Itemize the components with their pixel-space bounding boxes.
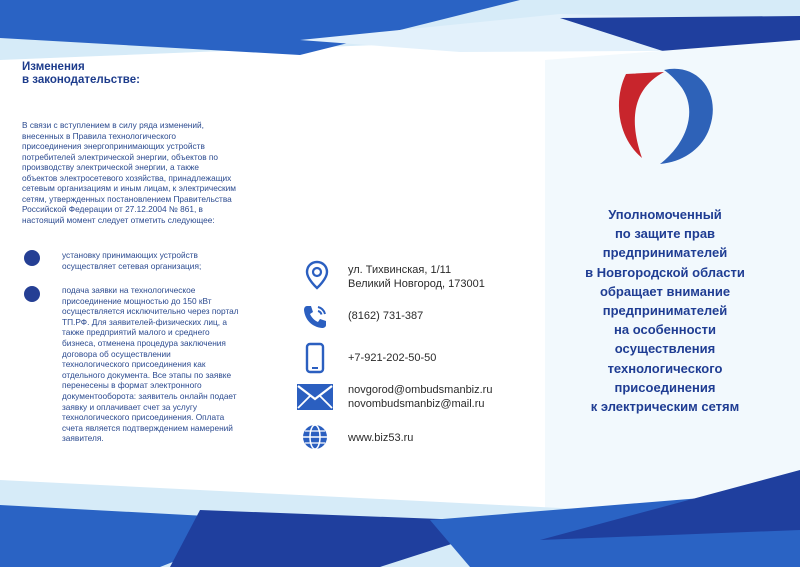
intro-line: Российской Федерации от 27.12.2004 № 861, в xyxy=(22,204,203,214)
bullet-line: бизнеса, отменена процедура заключения xyxy=(62,337,226,348)
address-line: ул. Тихвинская, 1/11 xyxy=(348,264,452,276)
bullet-line: осуществляет сетевая организация; xyxy=(62,260,202,271)
bullet-line: договора об осуществлении xyxy=(62,348,171,359)
address-line: Великий Новгород, 173001 xyxy=(348,278,485,290)
intro-line: В связи с вступлением в силу ряда изменений, xyxy=(22,120,204,130)
bullet-line: присоединение мощностью до 150 кВт xyxy=(62,295,212,306)
bullet-item xyxy=(62,285,239,444)
mobile-icon xyxy=(305,342,325,374)
bullet-dot xyxy=(24,250,40,266)
bullet-line: перенесены в формат электронного xyxy=(62,380,202,391)
headline-line: предпринимателей xyxy=(602,303,728,319)
headline-line: обращает внимание xyxy=(599,283,731,299)
intro-line: присоединения энергопринимающих устройств xyxy=(22,141,205,151)
intro-line: сетевым организациям и иным лицам, к электрическим xyxy=(22,183,236,193)
email-link[interactable]: novgorod@ombudsmanbiz.ru xyxy=(348,384,493,396)
left-title-line: в законодательстве: xyxy=(22,74,140,86)
bullet-line: подача заявки на технологическое xyxy=(62,285,196,295)
intro-line: настоящий момент следует отметить следующее: xyxy=(22,214,215,225)
headline-line: Уполномоченный xyxy=(608,207,722,222)
headline xyxy=(560,205,770,416)
bullet-line: установку принимающих устройств xyxy=(62,250,198,260)
intro-line: внесенных в Правила технологического xyxy=(22,130,177,141)
bullet-line: осуществляется исключительно через портал xyxy=(62,306,239,317)
headline-line: присоединения xyxy=(614,379,716,395)
bullet-line: ТП.РФ. Для заявителей-физических лиц, а xyxy=(62,316,227,327)
bullet-line: заявку и оплачивает счет за услугу xyxy=(62,401,198,412)
address-text xyxy=(348,263,485,291)
phone-text[interactable]: (8162) 731-387 xyxy=(348,310,424,322)
mobile-text[interactable]: +7-921-202-50-50 xyxy=(348,352,437,364)
intro-line: объектов электросетевого хозяйства, принадлежащих xyxy=(22,172,232,183)
bullet-line: технологического присоединения. Оплата xyxy=(62,412,225,423)
phone-icon xyxy=(300,302,330,332)
headline-line: на особенности xyxy=(614,322,716,338)
bullet-line: также предприятий малого и среднего xyxy=(62,327,210,338)
bullet-dot xyxy=(24,286,40,302)
bullet-item xyxy=(62,250,201,271)
headline-line: к электрическим сетям xyxy=(590,399,740,415)
bullet-line: документооборота: заявитель онлайн подает xyxy=(62,390,237,401)
bullet-line: технологического присоединения как xyxy=(62,359,206,370)
email-link[interactable]: novombudsmanbiz@mail.ru xyxy=(348,398,485,410)
logo-icon xyxy=(612,58,722,168)
headline-line: в Новгородской области xyxy=(585,264,745,280)
left-title-line: Изменения xyxy=(22,61,85,73)
bullet-line: отдельного документа. Все этапы по заявке xyxy=(62,369,232,380)
website-text[interactable]: www.biz53.ru xyxy=(348,432,414,444)
location-icon xyxy=(304,260,330,290)
headline-line: предпринимателей xyxy=(602,245,728,261)
mail-icon xyxy=(296,383,334,411)
headline-line: осуществления xyxy=(614,341,716,357)
email-text xyxy=(348,383,492,411)
left-title xyxy=(22,61,140,87)
intro-line: сетям, утвержденных постановлением Правительства xyxy=(22,193,232,204)
bullet-line: заявителя. xyxy=(62,433,104,444)
globe-icon xyxy=(301,423,329,451)
headline-line: технологического xyxy=(607,360,723,376)
intro-line: производству электрической энергии, а также xyxy=(22,162,200,172)
intro-line: потребителей электрической энергии, объектов по xyxy=(22,151,219,162)
intro-text xyxy=(22,120,267,225)
bullet-line: счета является подтверждением намерений xyxy=(62,422,233,433)
headline-line: по защите прав xyxy=(614,226,716,242)
